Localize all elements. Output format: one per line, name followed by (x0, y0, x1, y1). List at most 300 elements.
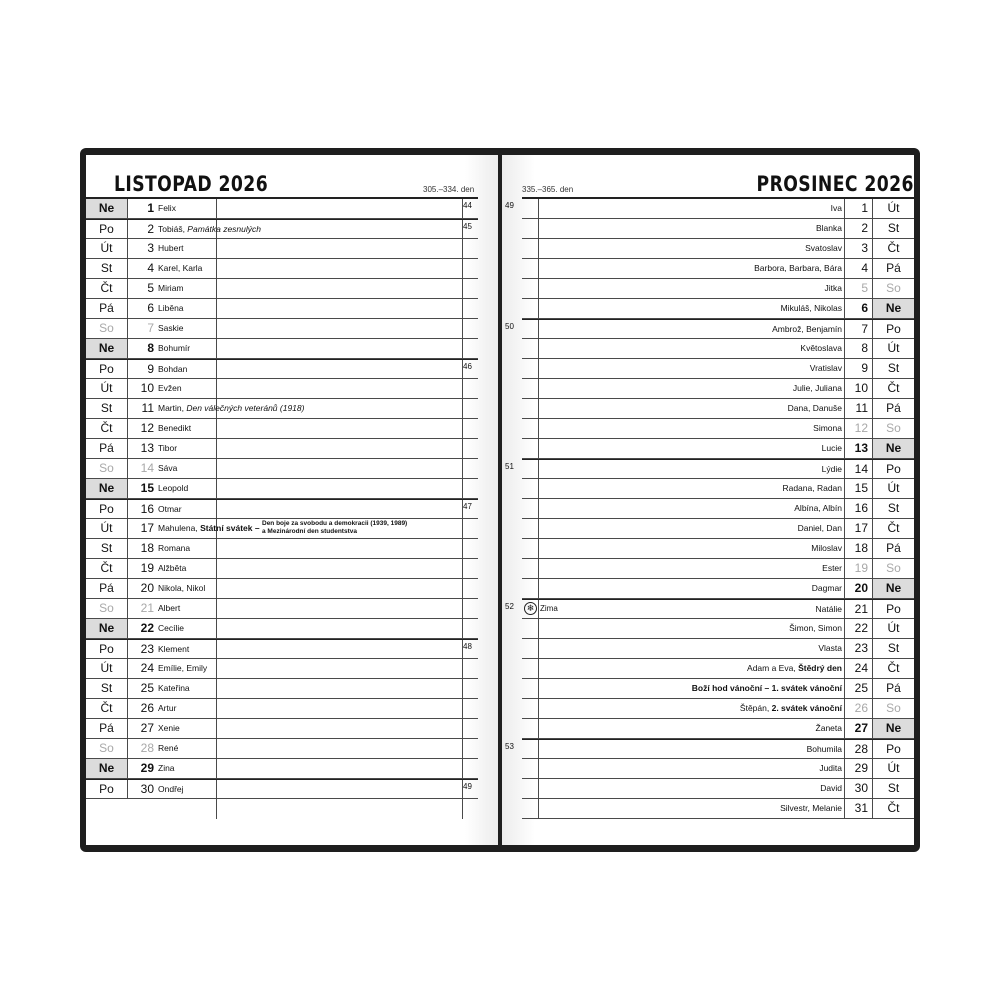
day-number: 15 (854, 481, 868, 495)
day-number: 20 (854, 581, 868, 595)
week-number: 49 (463, 782, 472, 791)
holiday-note-line: Den boje za svobodu a demokracii (1939, 1989) (262, 520, 408, 527)
day-number: 4 (147, 261, 154, 275)
name-day (810, 359, 842, 378)
day-row[interactable] (505, 739, 914, 759)
day-row[interactable] (86, 639, 478, 659)
name-day (158, 199, 176, 218)
name-day-text: Emílie, Emily (158, 663, 208, 673)
weekday-label: Út (86, 239, 128, 258)
day-row[interactable] (522, 259, 914, 279)
day-row[interactable] (86, 359, 478, 379)
day-number: 13 (854, 441, 868, 455)
observance-text: Den válečných veteránů (1918) (186, 403, 305, 413)
day-row[interactable] (86, 519, 478, 539)
weekday-label: So (86, 599, 128, 618)
day-row[interactable] (522, 539, 914, 559)
name-day (158, 659, 207, 678)
name-day-text: Bohumila (806, 744, 842, 754)
day-row[interactable] (86, 219, 478, 239)
weekday-label: St (872, 219, 914, 238)
day-number: 10 (140, 381, 154, 395)
day-number: 16 (854, 501, 868, 515)
day-row[interactable] (86, 739, 478, 759)
name-day-text: Žaneta (815, 723, 842, 733)
day-row[interactable] (505, 459, 914, 479)
name-day (158, 279, 184, 298)
day-row[interactable] (522, 499, 914, 519)
weekday-label: Čt (872, 239, 914, 258)
day-number: 21 (854, 602, 868, 616)
holiday-text: Štědrý den (798, 663, 842, 673)
day-row[interactable] (86, 559, 478, 579)
name-day-text: Jitka (824, 283, 842, 293)
weekday-label: Po (86, 220, 128, 239)
day-row[interactable] (86, 239, 478, 259)
name-day-text: Tibor (158, 443, 178, 453)
weekday-label: So (872, 699, 914, 718)
weekday-label: Pá (86, 299, 128, 318)
name-day-text: Květoslava (800, 343, 842, 353)
day-number: 16 (140, 502, 154, 516)
week-number: 48 (463, 642, 472, 651)
name-day (780, 799, 842, 818)
day-row[interactable] (86, 759, 478, 779)
day-row[interactable] (522, 759, 914, 779)
day-number: 11 (141, 401, 154, 415)
name-day-text: Svatoslav (805, 243, 842, 253)
name-day-text: Albína, Albín (794, 503, 842, 513)
name-day-text: Natálie (815, 604, 842, 614)
weekday-label: St (86, 679, 128, 698)
name-day (788, 399, 842, 418)
name-day (818, 639, 842, 658)
name-day-text: Štěpán, (739, 703, 772, 713)
weekday-label: Ne (86, 479, 128, 498)
name-day-text: Tobiáš, (158, 224, 188, 234)
weekday-label: Ne (86, 619, 128, 638)
day-range: 305.–334. den (423, 185, 475, 194)
day-row[interactable] (86, 579, 478, 599)
name-day (831, 199, 842, 218)
name-day-text: Benedikt (158, 423, 192, 433)
name-day-text: Judita (819, 763, 842, 773)
name-day (816, 219, 842, 238)
name-day-text: Leopold (158, 483, 189, 493)
day-row[interactable] (522, 699, 914, 719)
name-day (754, 259, 842, 278)
day-row[interactable] (522, 639, 914, 659)
day-row[interactable] (522, 399, 914, 419)
day-row[interactable] (522, 379, 914, 399)
day-row[interactable] (86, 339, 478, 359)
day-number: 6 (861, 301, 868, 315)
weekday-label: Po (86, 360, 128, 379)
day-row[interactable] (522, 779, 914, 799)
day-row[interactable] (86, 499, 478, 519)
weekday-label: St (86, 399, 128, 418)
day-number: 19 (140, 561, 154, 575)
name-day-text: Saskie (158, 323, 184, 333)
weekday-label: Út (86, 519, 128, 538)
weekday-label: St (86, 539, 128, 558)
name-day (822, 559, 842, 578)
day-row[interactable] (522, 679, 914, 699)
name-day-text: Vratislav (809, 363, 842, 373)
day-row[interactable] (505, 199, 914, 219)
day-number: 15 (140, 481, 154, 495)
name-day-text: Albert (158, 603, 181, 613)
december-page (502, 155, 914, 845)
day-number: 26 (854, 701, 868, 715)
day-number: 7 (861, 322, 868, 336)
weekday-label: Ne (86, 759, 128, 778)
name-day (158, 439, 177, 458)
season-label: Zima (540, 604, 558, 613)
weekday-label: Ne (872, 719, 914, 738)
name-day (158, 220, 261, 239)
weekday-label: Čt (872, 799, 914, 818)
weekday-label: Pá (872, 259, 914, 278)
weekday-label: Po (86, 780, 128, 799)
weekday-label: Út (872, 479, 914, 498)
day-number: 27 (140, 721, 154, 735)
day-number: 29 (854, 761, 868, 775)
name-day (819, 759, 842, 778)
day-number: 4 (861, 261, 868, 275)
name-day (158, 299, 184, 318)
name-day (781, 299, 842, 318)
day-number: 10 (854, 381, 868, 395)
name-day (158, 379, 182, 398)
day-row[interactable] (86, 279, 478, 299)
name-day (158, 759, 175, 778)
day-number: 12 (854, 421, 868, 435)
name-day (158, 360, 187, 379)
name-day-text: Liběna (158, 303, 184, 313)
name-day (158, 479, 188, 498)
weekday-label: Po (872, 320, 914, 339)
name-day-text: Radana, Radan (782, 483, 842, 493)
name-day-text: René (158, 743, 179, 753)
weekday-label: Út (872, 619, 914, 638)
day-row[interactable] (86, 299, 478, 319)
day-row[interactable] (522, 579, 914, 599)
name-day (807, 740, 842, 759)
day-number: 2 (147, 222, 154, 236)
weekday-label: Čt (86, 559, 128, 578)
day-row[interactable] (86, 259, 478, 279)
day-number: 1 (147, 201, 154, 215)
day-number: 9 (147, 362, 154, 376)
day-number: 6 (147, 301, 154, 315)
day-row[interactable] (86, 679, 478, 699)
day-row[interactable] (86, 699, 478, 719)
weekday-label: Čt (872, 379, 914, 398)
name-day-text: Mikuláš, Nikolas (780, 303, 842, 313)
day-row[interactable] (505, 599, 914, 619)
weekday-label: Út (872, 339, 914, 358)
day-row[interactable] (522, 799, 914, 819)
day-number: 29 (140, 761, 154, 775)
name-day-text: Daniel, Dan (797, 523, 842, 533)
day-number: 3 (861, 241, 868, 255)
day-number: 28 (854, 742, 868, 756)
holiday-text: Státní svátek – (200, 523, 260, 533)
week-number: 47 (463, 502, 472, 511)
name-day (789, 619, 842, 638)
day-number: 21 (140, 601, 154, 615)
day-row[interactable] (522, 359, 914, 379)
name-day (158, 339, 190, 358)
day-row[interactable] (86, 379, 478, 399)
weekday-label: Čt (86, 699, 128, 718)
name-day (820, 779, 842, 798)
day-row[interactable] (86, 599, 478, 619)
name-day-text: Bohumír (158, 343, 191, 353)
day-row[interactable] (86, 659, 478, 679)
day-number: 17 (854, 521, 868, 535)
day-number: 24 (854, 661, 868, 675)
name-day-text: Simona (813, 423, 842, 433)
name-day-text: Otmar (158, 504, 182, 514)
day-row[interactable] (522, 339, 914, 359)
name-day (811, 539, 842, 558)
day-row[interactable] (522, 439, 914, 459)
weekday-label: Čt (86, 279, 128, 298)
name-day-text: Martin, (158, 403, 187, 413)
weekday-label: Po (872, 600, 914, 619)
name-day-text: Lucie (821, 443, 842, 453)
snowflake-icon: ❄ (524, 602, 537, 615)
day-number: 25 (140, 681, 154, 695)
name-day (782, 479, 842, 498)
name-day (158, 679, 190, 698)
day-number: 25 (854, 681, 868, 695)
day-row[interactable] (522, 519, 914, 539)
weekday-label: Po (872, 460, 914, 479)
day-number: 19 (854, 561, 868, 575)
weekday-label: Ne (86, 339, 128, 358)
name-day-text: Romana (158, 543, 191, 553)
week-number: 45 (463, 222, 472, 231)
weekday-label: Pá (86, 439, 128, 458)
holiday-note (262, 520, 407, 536)
weekday-label: So (872, 419, 914, 438)
day-row[interactable] (86, 719, 478, 739)
day-number: 18 (854, 541, 868, 555)
name-day (747, 659, 842, 678)
day-row[interactable] (86, 459, 478, 479)
name-day (812, 579, 842, 598)
name-day (813, 419, 842, 438)
name-day-text: Vlasta (818, 643, 842, 653)
weekday-label: So (86, 739, 128, 758)
name-day (158, 559, 186, 578)
day-row[interactable] (522, 659, 914, 679)
day-number: 8 (147, 341, 154, 355)
day-row[interactable] (522, 279, 914, 299)
name-day (798, 519, 842, 538)
name-day (692, 679, 842, 698)
day-number: 30 (854, 781, 868, 795)
name-day (158, 319, 184, 338)
day-row[interactable] (86, 199, 478, 219)
day-number: 22 (140, 621, 154, 635)
name-day-text: Karel, Karla (158, 263, 203, 273)
day-row[interactable] (522, 479, 914, 499)
day-row[interactable] (505, 319, 914, 339)
weekday-label: Čt (872, 519, 914, 538)
weekday-label: So (872, 279, 914, 298)
day-number: 9 (861, 361, 868, 375)
day-row[interactable] (86, 539, 478, 559)
week-number: 51 (505, 462, 514, 471)
name-day (772, 320, 842, 339)
name-day (158, 519, 260, 538)
name-day-text: Zina (158, 763, 175, 773)
day-number: 31 (854, 801, 868, 815)
name-day-text: Kateřina (158, 683, 190, 693)
weekday-label: Út (872, 199, 914, 218)
day-number: 18 (140, 541, 154, 555)
page-title: LISTOPAD 2026 (114, 172, 269, 196)
day-row[interactable] (86, 779, 478, 799)
weekday-label: Ne (872, 439, 914, 458)
name-day (740, 699, 842, 718)
name-day (822, 439, 842, 458)
name-day (158, 259, 202, 278)
day-row[interactable] (86, 619, 478, 639)
name-day (158, 419, 191, 438)
day-row[interactable] (86, 319, 478, 339)
weekday-label: St (86, 259, 128, 278)
day-row[interactable] (522, 619, 914, 639)
weekday-label: So (86, 459, 128, 478)
name-day (793, 379, 842, 398)
weekday-label: Po (872, 740, 914, 759)
name-day (158, 780, 184, 799)
name-day (158, 539, 190, 558)
day-row[interactable] (86, 399, 478, 419)
name-day-text: Nikola, Nikol (158, 583, 206, 593)
weekday-label: So (872, 559, 914, 578)
name-day-text: Iva (830, 203, 842, 213)
day-number: 17 (140, 521, 154, 535)
holiday-note-line: a Mezinárodní den studentstva (262, 528, 357, 535)
name-day (816, 719, 842, 738)
name-day-text: Ambrož, Benjamín (772, 324, 842, 334)
name-day (816, 600, 842, 619)
name-day (158, 579, 205, 598)
weekday-label: St (872, 779, 914, 798)
day-row[interactable] (522, 559, 914, 579)
day-number: 24 (140, 661, 154, 675)
day-number: 3 (147, 241, 154, 255)
name-day-text: Silvestr, Melanie (780, 803, 842, 813)
weekday-label: So (86, 319, 128, 338)
day-number: 30 (140, 782, 154, 796)
day-number: 14 (854, 462, 868, 476)
day-number: 5 (147, 281, 154, 295)
weekday-label: Pá (86, 719, 128, 738)
name-day (158, 500, 182, 519)
week-number: 53 (505, 742, 514, 751)
name-day-text: Blanka (816, 223, 842, 233)
day-number: 13 (140, 441, 154, 455)
name-day-text: Ester (822, 563, 842, 573)
november-page (86, 155, 498, 845)
page-title: PROSINEC 2026 (756, 172, 914, 196)
day-row[interactable] (86, 439, 478, 459)
name-day-text: Alžběta (158, 563, 187, 573)
day-number: 22 (854, 621, 868, 635)
weekday-label: Pá (86, 579, 128, 598)
weekday-label: Pá (872, 399, 914, 418)
name-day (822, 460, 842, 479)
day-number: 23 (854, 641, 868, 655)
name-day (158, 599, 180, 618)
weekday-label: Čt (86, 419, 128, 438)
day-row[interactable] (86, 479, 478, 499)
day-number: 20 (140, 581, 154, 595)
day-grid (505, 199, 914, 819)
weekday-label: Út (86, 659, 128, 678)
name-day-text: Adam a Eva, (747, 663, 799, 673)
weekday-label: Pá (872, 679, 914, 698)
name-day-text: Artur (158, 703, 177, 713)
name-day (158, 719, 180, 738)
day-number: 8 (861, 341, 868, 355)
name-day (825, 279, 842, 298)
weekday-label: Čt (872, 659, 914, 678)
day-row[interactable] (522, 299, 914, 319)
name-day-text: Barbora, Barbara, Bára (754, 263, 842, 273)
day-row[interactable] (86, 419, 478, 439)
day-range: 335.–365. den (522, 185, 574, 194)
weekday-label: Ne (872, 579, 914, 598)
day-number: 2 (861, 221, 868, 235)
name-day (158, 640, 189, 659)
name-day-text: Klement (158, 644, 190, 654)
week-number: 52 (505, 602, 514, 611)
day-number: 14 (140, 461, 154, 475)
day-grid (86, 199, 478, 799)
name-day-text: Mahulena, (158, 523, 201, 533)
holiday-text: 2. svátek vánoční (771, 703, 842, 713)
week-number: 50 (505, 322, 514, 331)
day-number: 5 (861, 281, 868, 295)
day-number: 11 (855, 401, 868, 415)
day-row[interactable] (522, 719, 914, 739)
day-number: 27 (854, 721, 868, 735)
day-row[interactable] (522, 239, 914, 259)
weekday-label: St (872, 639, 914, 658)
name-day-text: Julie, Juliana (792, 383, 842, 393)
day-number: 28 (140, 741, 154, 755)
name-day-text: Miriam (158, 283, 184, 293)
day-row[interactable] (522, 219, 914, 239)
name-day (805, 239, 842, 258)
day-number: 26 (140, 701, 154, 715)
weekday-label: Pá (872, 539, 914, 558)
name-day (158, 399, 304, 418)
holiday-text: Boží hod vánoční – 1. svátek vánoční (691, 683, 842, 693)
day-row[interactable] (522, 419, 914, 439)
name-day-text: Ondřej (158, 784, 184, 794)
name-day-text: Hubert (158, 243, 184, 253)
weekday-label: Ne (86, 199, 128, 218)
